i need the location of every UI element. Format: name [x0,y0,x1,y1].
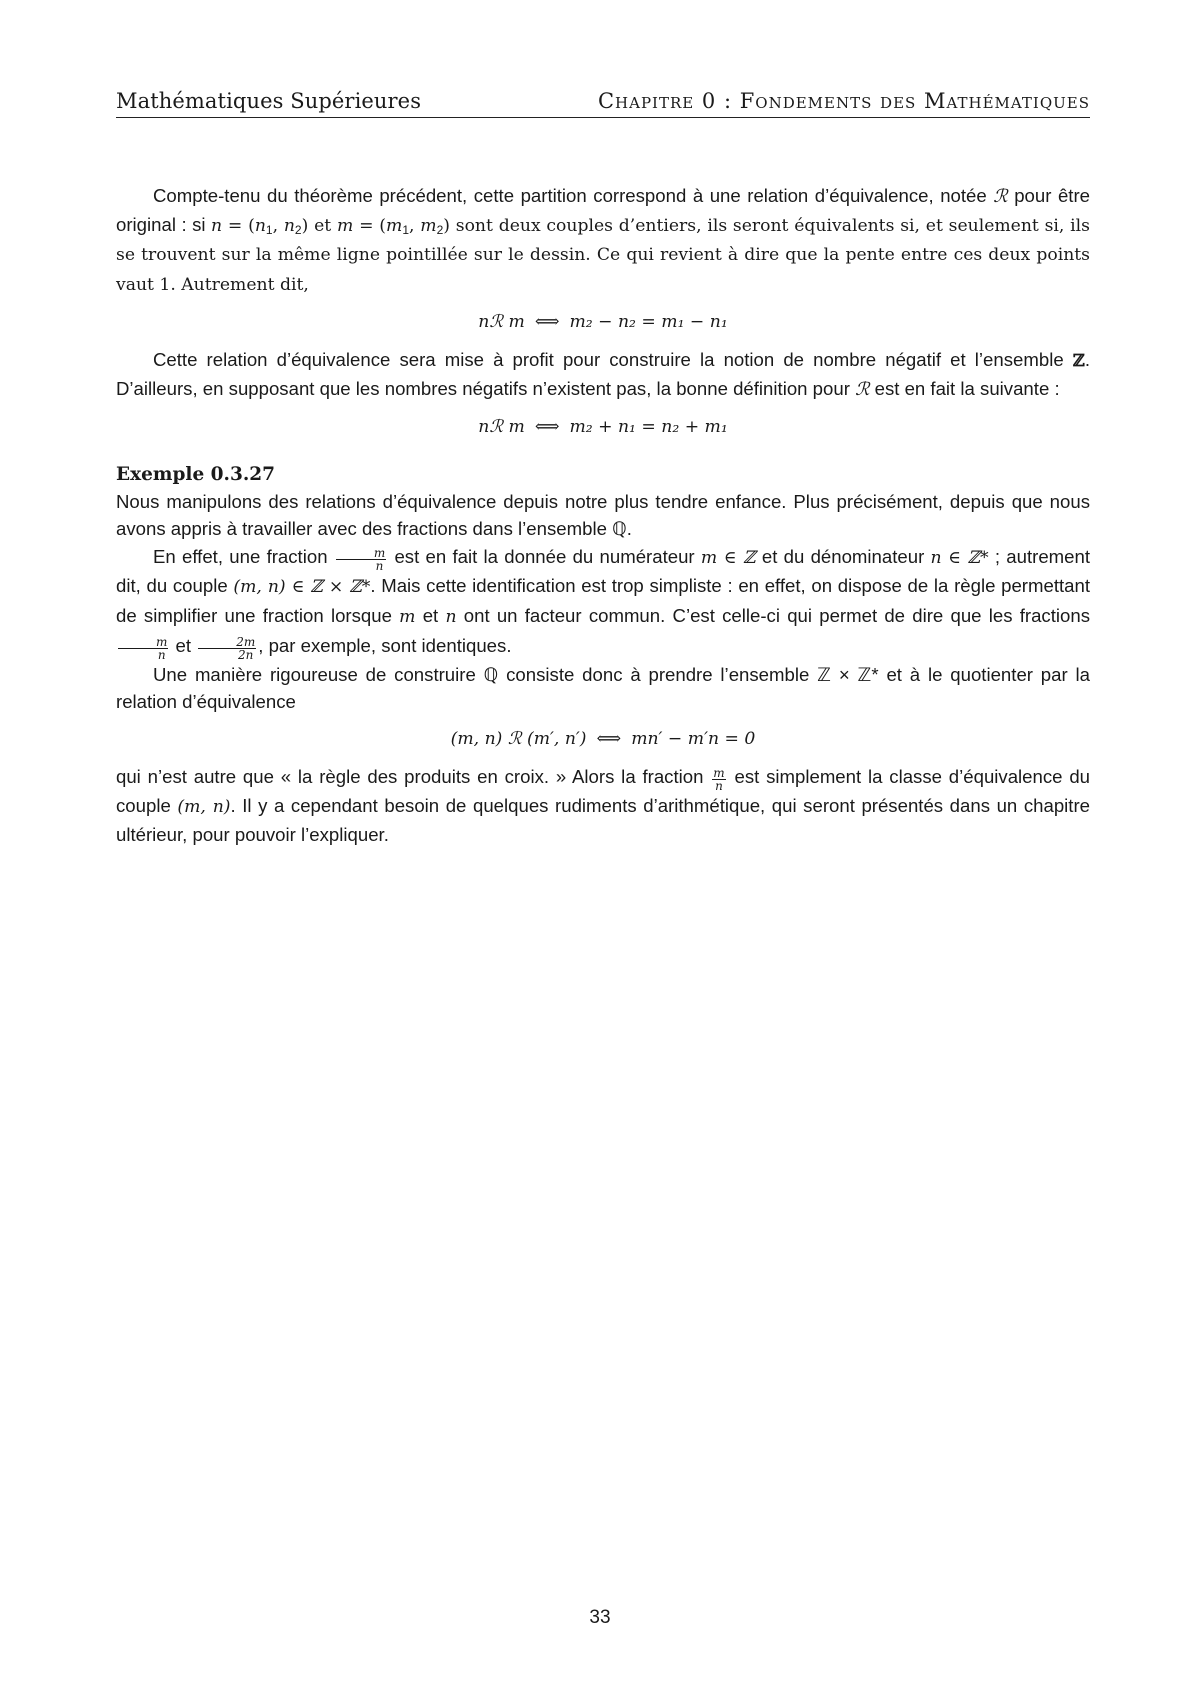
equation-1: nℛ m ⟺ m₂ − n₂ = m₁ − n₁ [478,312,728,333]
header-book-title: Mathématiques Supérieures [116,89,422,113]
fraction-m-over-n: $\frac{m}{n}$ [118,636,168,661]
fraction-m-over-n: $\frac{m}{n}$ [336,547,386,572]
example-paragraph-1: Nous manipulons des relations d’équivalence depuis notre plus tendre enfance. Plus précisément, depuis que nous avons appris à travailler avec des fractions dans l’ensemble ℚ. [116,490,1090,540]
page-body [116,182,1090,849]
math-relation-symbol: ℛ [993,186,1008,207]
equation-2: nℛ m ⟺ m₂ + n₁ = n₂ + m₁ [478,416,728,437]
equation-3: (m, n) ℛ (m′, n′) ⟺ mn′ − m′n = 0 [450,728,756,749]
example-paragraph-2: En effet, une fraction $\frac{m}{n}$ est en fait la donnée du numérateur m ∈ ℤ et du dénominateur n ∈ ℤ* ; autrement dit, du couple (m, n) ∈ ℤ × ℤ*. Mais cette identification est trop simpliste : en effet, on dispose de la règle permettant de simplifier une fraction lorsque m et n ont un facteur commun. C’est celle-ci qui permet de dire que les fractions $\frac{m}{n}$ et $\frac{2m}{2n}$ , par exemple, sont identiques. [116,545,1091,662]
page-number: 33 [589,1607,611,1628]
example-paragraph-3: Une manière rigoureuse de construire ℚ consiste donc à prendre l’ensemble ℤ × ℤ* et à le quotienter par la relation d’équivalence [116,663,1090,713]
paragraph-partition: Compte-tenu du théorème précédent, cette partition correspond à une relation d’équivalence, notée ℛ pour être original : si $n = (n_1$, $n_2$) et $m = (m_1$, $m_2$) sont deux couples d’entiers, ils seront équivalents si, et seulement si, ils se trouvent sur la même ligne pointillée sur le dessin. Ce qui revient à dire que la pente entre ces deux points vaut 1. Autrement dit, [116,185,1090,295]
paragraph-negative-numbers: Cette relation d’équivalence sera mise à profit pour construire la notion de nombre négatif et l’ensemble ℤ. D’ailleurs, en supposant que les nombres négatifs n’existent pas, la bonne définition pour ℛ est en fait la suivante : [116,349,1090,400]
header-chapter-title: Chapitre 0 : Fondements des Mathématiques [597,89,1090,113]
example-paragraph-4: qui n’est autre que « la règle des produits en croix. » Alors la fraction $\frac{m}{n}$ est simplement la classe d’équivalence du couple (m, n). Il y a cependant besoin de quelques rudiments d’arithmétique, qui seront présentés dans un chapitre ultérieur, pour pouvoir l’expliquer. [116,765,1090,846]
running-header [116,86,1090,118]
fraction-2m-over-2n: $\frac{2m}{2n}$ [198,636,256,661]
fraction-m-over-n: $\frac{m}{n}$ [713,765,725,793]
example-heading: Exemple 0.3.27 [116,463,276,485]
